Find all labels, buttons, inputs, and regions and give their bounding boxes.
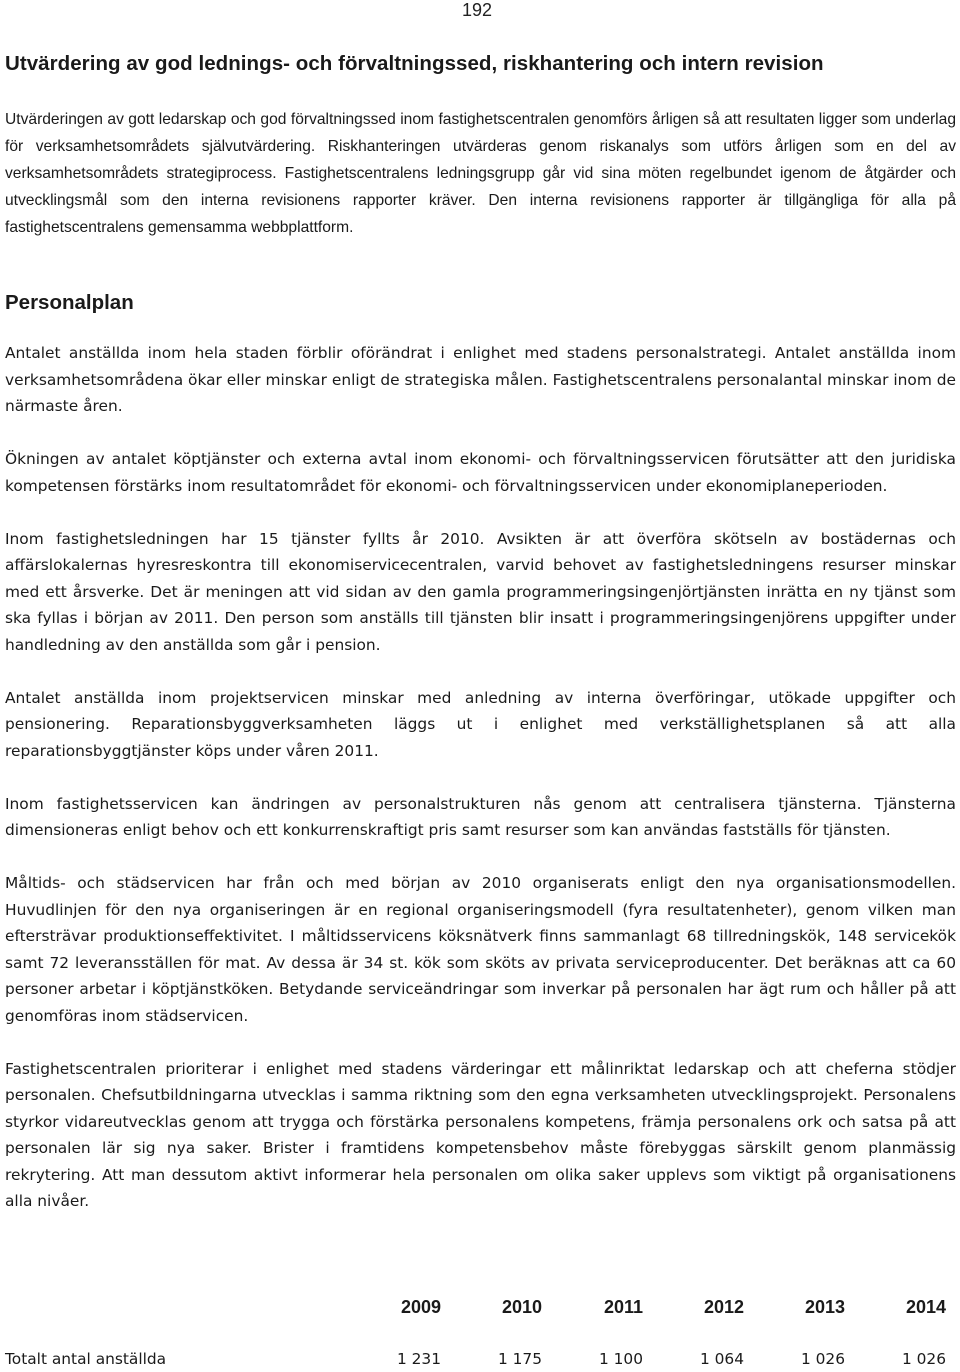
table-cell: 1 231	[396, 1350, 441, 1368]
section-heading-evaluation: Utvärdering av god lednings- och förvaltningssed, riskhantering och intern revision	[5, 52, 824, 75]
year-header: 2009	[400, 1296, 441, 1317]
paragraph: Ökningen av antalet köptjänster och externa avtal inom ekonomi- och förvaltningsservicen förutsätter att den juridiska kompetensen förstärks inom resultatområdet för ekonomi- och förvaltningsservicen under ekonomiplaneperioden.	[5, 450, 956, 495]
table-header-row	[5, 1294, 956, 1320]
table-cell: 1 100	[598, 1350, 643, 1368]
paragraph: Måltids- och städservicen har från och med början av 2010 organiserats enligt den nya organisationsmodellen. Huvudlinjen för den nya organiseringen är en regional organiseringsmodell (fyra resultatenheter), genom vilken man eftersträvar produktionseffektivitet. I måltidsservicens köksnätverk finns sammanlagt 68 tillredningskök, 148 servicekök samt 72 leveransställen för mat. Av dessa är 34 st. kök som sköts av privata serviceproducenter. Det beräknas att ca 60 personer arbetar i köptjänstköken. Betydande serviceändringar som inverkar på personalen har ägt rum och håller på att genomföras inom städservicen.	[5, 874, 956, 1025]
staff-count-table	[5, 1294, 956, 1372]
table-cell: 1 026	[901, 1350, 946, 1368]
table-spacer-row	[5, 1320, 956, 1346]
evaluation-paragraph: Utvärderingen av gott ledarskap och god förvaltningssed inom fastighetscentralen genomförs årligen så att resultaten ligger som underlag för verksamhetsområdets självutvärdering. Riskhanteringen utvärderas genom riskanalys som utförs årligen som en del av verksamhetsområdets strategiprocess. Fastighetscentralens ledningsgrupp går vid sina möten regelbundet igenom de åtgärder och utvecklingsmål som den interna revisionens rapporter kräver. Den interna revisionens rapporter är tillgängliga för alla på fastighetscentralens gemensamma webbplattform.	[5, 111, 956, 236]
paragraph: Inom fastighetsledningen har 15 tjänster fyllts år 2010. Avsikten är att överföra skötseln av bostädernas och affärslokalernas hyresreskontra till ekonomiservicecentralen, varvid behovet av fastighetsledningens resurser minskar med ett årsverke. Det är meningen att vid sidan av den gamla programmeringsingenjörtjänsten inrätta en ny tjänst som ska fyllas i början av 2011. Den person som anställs till tjänsten blir insatt i programmeringsingenjörens uppgifter under handledning av den anställda som går i pension.	[5, 529, 956, 654]
page-number: 192	[462, 0, 493, 20]
table-cell: 1 064	[699, 1350, 744, 1368]
table-cell: 1 175	[497, 1350, 542, 1368]
year-header: 2011	[603, 1296, 643, 1317]
table-row	[5, 1346, 956, 1372]
section-heading-personnel-plan: Personalplan	[5, 291, 134, 314]
year-header: 2014	[905, 1296, 946, 1317]
personnel-plan-body	[5, 340, 956, 1241]
paragraph: Fastighetscentralen prioriterar i enlighet med stadens värderingar ett målinriktat ledarskap och att cheferna stödjer personalen. Chefsutbildningarna utvecklas i samma riktning som den egna verksamheten utvecklingsprojekt. Personalens styrkor vidareutvecklas genom att trygga och förstärka personalens kompetens, främja personalens ork och satsa på att personalen lär sig nya saker. Brister i framtidens kompetensbehov måste förebyggas särskilt genom planmässig rekrytering. Att man dessutom aktivt informerar hela personalen om olika saker upplevs som viktigt på organisationens alla nivåer.	[5, 1059, 956, 1210]
table-cell: 1 026	[800, 1350, 845, 1368]
year-header: 2012	[703, 1296, 744, 1317]
paragraph: Inom fastighetsservicen kan ändringen av personalstrukturen nås genom att centralisera tjänsterna. Tjänsterna dimensioneras enligt behov och ett konkurrenskraftigt pris samt resurser som kan användas fastställs för tjänsten.	[5, 794, 956, 839]
row-label: Totalt antal anställda	[5, 1350, 167, 1368]
table-header-empty	[5, 1294, 350, 1320]
paragraph: Antalet anställda inom hela staden förblir oförändrat i enlighet med stadens personalstrategi. Antalet anställda inom verksamhetsområdena ökar eller minskar enligt de strategiska målen. Fastighetscentralens personalantal minskar inom de närmaste åren.	[5, 344, 956, 415]
paragraph: Antalet anställda inom projektservicen minskar med anledning av interna överföringar, utökade uppgifter och pensionering. Reparationsbyggverksamheten läggs ut i enlighet med verkställighetsplanen så att alla reparationsbyggtjänster köps under våren 2011.	[5, 688, 956, 760]
year-header: 2013	[804, 1296, 845, 1317]
year-header: 2010	[501, 1296, 542, 1317]
